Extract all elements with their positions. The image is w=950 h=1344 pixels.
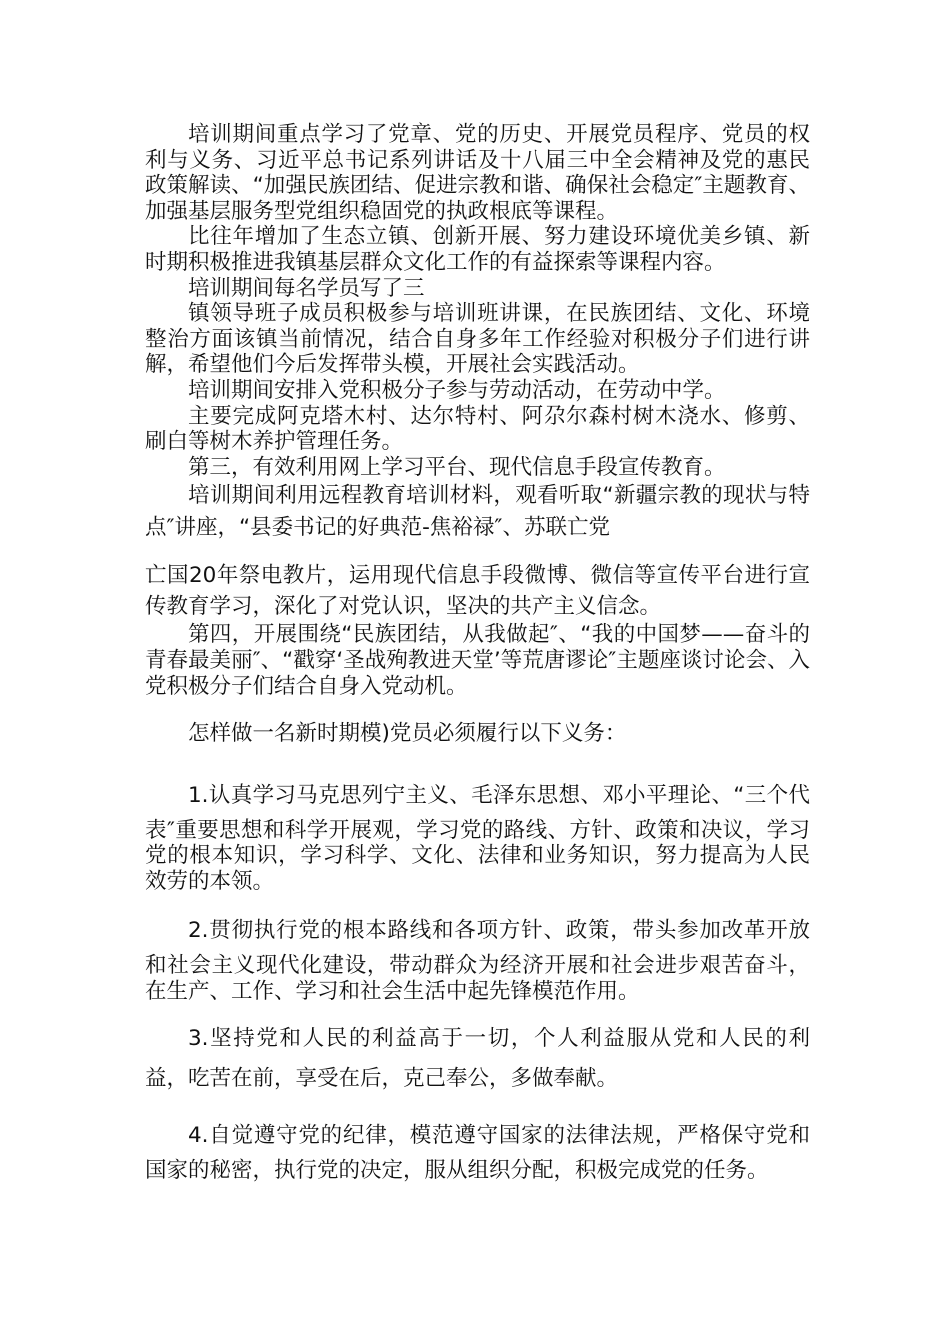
paragraph-training-content: 培训期间重点学习了党章、党的历史、开展党员程序、党员的权利与义务、习近平总书记系列讲话及十八届三中全会精神及党的惠民政策解读、“加强民族团结、促进宗教和谐、确保社会稳定″主题教育、加强基层服务型党组织稳固党的执政根底等课程。 [145, 122, 810, 224]
paragraph-trainee-writing: 培训期间每名学员写了三 [188, 275, 425, 301]
paragraph-section-three: 第三，有效利用网上学习平台、现代信息手段宣传教育。 [188, 454, 726, 480]
paragraph-media-propaganda: 亡国20年祭电教片，运用现代信息手段微博、微信等宣传平台进行宣传教育学习，深化了对党认识，坚决的共产主义信念。 [145, 563, 810, 620]
paragraph-duty-2: 2.贯彻执行党的根本路线和各项方针、政策，带头参加改革开放和社会主义现代化建设，带动群众为经济开展和社会进步艰苦奋斗，在生产、工作、学习和社会生活中起先锋模范作用。 [145, 918, 810, 1005]
paragraph-new-courses: 比往年增加了生态立镇、创新开展、努力建设环境优美乡镇、新时期积极推进我镇基层群众文化工作的有益探索等课程内容。 [145, 224, 810, 275]
paragraph-section-four: 第四，开展围绕“民族团结，从我做起″、“我的中国梦——奋斗的青春最美丽″、“戳穿‘圣战殉教进天堂’等荒唐谬论″主题座谈讨论会、入党积极分子们结合自身入党动机。 [145, 622, 810, 699]
paragraph-duty-4: 4.自觉遵守党的纪律，模范遵守国家的法律法规，严格保守党和国家的秘密，执行党的决定，服从组织分配，积极完成党的任务。 [145, 1122, 810, 1183]
paragraph-duties-intro: 怎样做一名新时期模)党员必须履行以下义务： [188, 721, 627, 747]
paragraph-duty-3: 3.坚持党和人民的利益高于一切，个人利益服从党和人民的利益，吃苦在前，享受在后，克己奉公，多做奉献。 [145, 1025, 810, 1091]
paragraph-remote-education: 培训期间利用远程教育培训材料，观看听取“新疆宗教的现状与特点″讲座，“县委书记的好典范-焦裕禄″、苏联亡党 [145, 483, 810, 541]
paragraph-leaders-lecture: 镇领导班子成员积极参与培训班讲课，在民族团结、文化、环境整治方面该镇当前情况，结合自身多年工作经验对积极分子们进行讲解，希望他们今后发挥带头模，开展社会实践活动。 [145, 301, 810, 378]
paragraph-labor-activity: 培训期间安排入党积极分子参与劳动活动，在劳动中学。 [188, 377, 726, 403]
paragraph-tree-care: 主要完成阿克塔木村、达尔特村、阿尕尔森村树木浇水、修剪、刷白等树木养护管理任务。 [145, 403, 810, 455]
document-body [145, 122, 810, 1183]
paragraph-duty-1: 1.认真学习马克思列宁主义、毛泽东思想、邓小平理论、“三个代表″重要思想和科学开展观，学习党的路线、方针、政策和决议，学习党的根本知识，学习科学、文化、法律和业务知识，努力提高为人民效劳的本领。 [145, 782, 810, 894]
